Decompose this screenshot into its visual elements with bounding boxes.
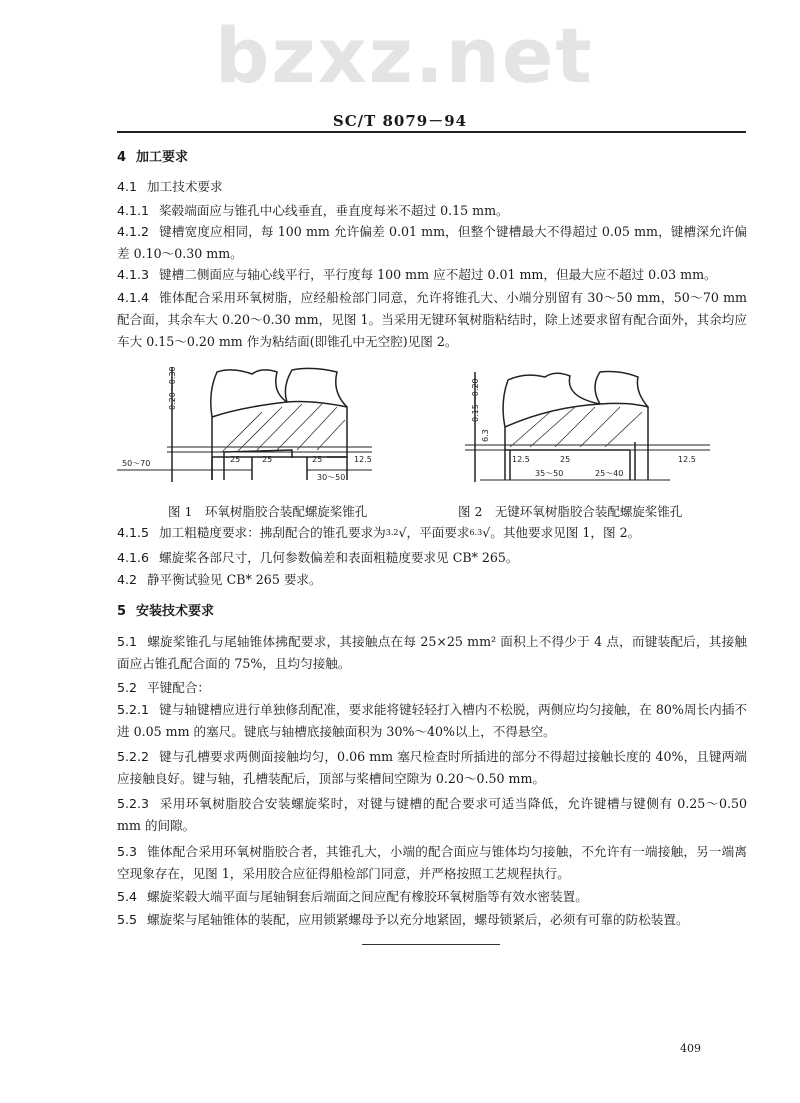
end-rule bbox=[362, 944, 500, 945]
section-4-1-1 bbox=[117, 200, 747, 222]
roughness-symbol: 3.2 bbox=[385, 528, 399, 537]
roughness-mark: 25 bbox=[312, 455, 323, 464]
section-text: 键槽二侧面应与轴心线平行，平行度每 100 mm 应不超过 0.01 mm，但最大应不超过 0.03 mm。 bbox=[159, 267, 717, 282]
section-5-2-1 bbox=[117, 699, 747, 743]
figure-1-drawing bbox=[112, 362, 382, 492]
roughness-mark: 25 bbox=[560, 455, 571, 464]
section-number: 4.1.1 bbox=[117, 203, 150, 218]
section-5-2-3 bbox=[117, 793, 747, 837]
section-text: 螺旋桨与尾轴锥体的装配，应用锁紧螺母予以充分地紧固，螺母锁紧后，必须有可靠的防松装置。 bbox=[147, 912, 689, 927]
section-number: 5.2.2 bbox=[117, 749, 150, 764]
section-4-1 bbox=[117, 176, 747, 198]
fig1-right-length: 30～50 bbox=[317, 473, 346, 482]
section-5-4 bbox=[117, 886, 747, 908]
section-number: 5.2 bbox=[117, 680, 138, 695]
section-title: 安装技术要求 bbox=[136, 604, 215, 619]
section-text: 螺旋桨毂大端平面与尾轴铜套后端面之间应配有橡胶环氧树脂等有效水密装置。 bbox=[147, 889, 588, 904]
section-number: 4 bbox=[117, 150, 127, 165]
section-4-heading bbox=[117, 147, 747, 169]
watermark: bzxz.net bbox=[215, 11, 594, 100]
section-5-2 bbox=[117, 677, 747, 699]
fig2-length-a: 35～50 bbox=[535, 469, 564, 478]
section-5-heading bbox=[117, 601, 747, 623]
section-number: 5.2.1 bbox=[117, 702, 150, 717]
page-number: 409 bbox=[680, 1042, 701, 1055]
section-number: 5.4 bbox=[117, 889, 138, 904]
fig1-left-length: 50～70 bbox=[122, 459, 151, 468]
document-header: SC/T 8079－94 bbox=[332, 112, 468, 130]
section-text: 螺旋桨锥孔与尾轴锥体拂配要求，其接触点在每 25×25 mm² 面积上不得少于 4 点，而键装配后，其接触面应占锥孔配合面的 75%，且均匀接触。 bbox=[117, 634, 747, 671]
fig2-vertical-dim: 0.15～0.20 bbox=[471, 378, 480, 422]
section-5-1 bbox=[117, 631, 747, 675]
section-number: 5.1 bbox=[117, 634, 138, 649]
header-rule bbox=[117, 131, 746, 133]
section-number: 4.1 bbox=[117, 179, 138, 194]
section-text: 锥体配合采用环氧树脂，应经船检部门同意，允许将锥孔大、小端分别留有 30～50 mm，50～70 mm配合面，其余车大 0.20～0.30 mm，见图 1。当采用无键环氧树脂粘结时，除上述要求留有配合面外，其余均应车大 0.15～0.20 mm 作为粘结面(即锥孔中无空腔)见图 2。 bbox=[117, 290, 747, 349]
section-text: 桨毂端面应与锥孔中心线垂直，垂直度每米不超过 0.15 mm。 bbox=[159, 203, 509, 218]
section-number: 5.5 bbox=[117, 912, 138, 927]
figure-2-caption: 图 2 无键环氧树脂胶合装配螺旋桨锥孔 bbox=[458, 504, 683, 519]
section-5-3 bbox=[117, 841, 747, 885]
section-text: 加工粗糙度要求：拂刮配合的锥孔要求为 bbox=[159, 525, 386, 540]
section-text: ，平面要求 bbox=[406, 525, 470, 540]
section-4-1-2 bbox=[117, 221, 747, 265]
section-5-5 bbox=[117, 909, 747, 931]
section-text: 键与轴键槽应进行单独修刮配准，要求能将键轻轻打入槽内不松脱，两侧应均匀接触，在 80%周长内插不进 0.05 mm 的塞尺。键底与轴槽底接触面积为 30%～40%以上，不得悬空。 bbox=[117, 702, 747, 739]
section-text: 平键配合： bbox=[147, 680, 210, 695]
section-text: 。其他要求见图 1，图 2。 bbox=[490, 525, 641, 540]
section-4-1-3 bbox=[117, 264, 747, 286]
section-text: 锥体配合采用环氧树脂胶合者，其锥孔大，小端的配合面应与锥体均匀接触，不允许有一端接触，另一端离空现象存在，见图 1，采用胶合应征得船检部门同意，并严格按照工艺规程执行。 bbox=[117, 844, 747, 881]
section-number: 5.3 bbox=[117, 844, 138, 859]
fig2-length-b: 25～40 bbox=[595, 469, 624, 478]
section-4-1-5: 4.1.5 加工粗糙度要求：拂刮配合的锥孔要求为$^{3.2}$√，平面要求$^{6.3}$√。其他要求见图 1，图 2。 bbox=[117, 522, 747, 544]
section-number: 4.1.5 bbox=[117, 525, 150, 540]
section-text: 静平衡试验见 CB* 265 要求。 bbox=[147, 572, 322, 587]
section-number: 4.1.2 bbox=[117, 224, 150, 239]
figure-2-drawing bbox=[380, 362, 710, 492]
section-4-1-6 bbox=[117, 547, 747, 569]
section-5-2-2 bbox=[117, 746, 747, 790]
section-number: 4.1.6 bbox=[117, 550, 150, 565]
section-number: 4.2 bbox=[117, 572, 138, 587]
fig1-vertical-dim: 0.20～0.30 bbox=[168, 366, 177, 410]
roughness-mark: 12.5 bbox=[678, 455, 696, 464]
roughness-mark: 25 bbox=[230, 455, 241, 464]
roughness-mark: 12.5 bbox=[512, 455, 530, 464]
section-number: 5.2.3 bbox=[117, 796, 150, 811]
section-text: 键与孔槽要求两侧面接触均匀，0.06 mm 塞尺检查时所插进的部分不得超过接触长度的 40%，且键两端应接触良好。键与轴，孔槽装配后，顶部与桨槽间空隙为 0.20～0.50 mm。 bbox=[117, 749, 747, 786]
section-4-1-4 bbox=[117, 287, 747, 353]
roughness-mark: 12.5 bbox=[354, 455, 372, 464]
section-4-2 bbox=[117, 569, 747, 591]
section-text: 键槽宽度应相同，每 100 mm 允许偏差 0.01 mm，但整个键槽最大不得超过 0.05 mm，键槽深允许偏差 0.10～0.30 mm。 bbox=[117, 224, 747, 261]
section-text: 加工技术要求 bbox=[147, 179, 223, 194]
roughness-mark: 25 bbox=[262, 455, 273, 464]
figure-1-caption: 图 1 环氧树脂胶合装配螺旋桨锥孔 bbox=[168, 504, 368, 519]
roughness-symbol: 6.3 bbox=[469, 528, 483, 537]
fig2-side-roughness: 6.3 bbox=[481, 429, 490, 442]
section-title: 加工要求 bbox=[136, 150, 189, 165]
section-text: 采用环氧树脂胶合安装螺旋桨时，对键与键槽的配合要求可适当降低，允许键槽与键侧有 0.25～0.50 mm 的间隙。 bbox=[117, 796, 747, 833]
section-number: 4.1.4 bbox=[117, 290, 150, 305]
section-number: 5 bbox=[117, 604, 127, 619]
section-text: 螺旋桨各部尺寸，几何参数偏差和表面粗糙度要求见 CB* 265。 bbox=[159, 550, 519, 565]
section-number: 4.1.3 bbox=[117, 267, 150, 282]
